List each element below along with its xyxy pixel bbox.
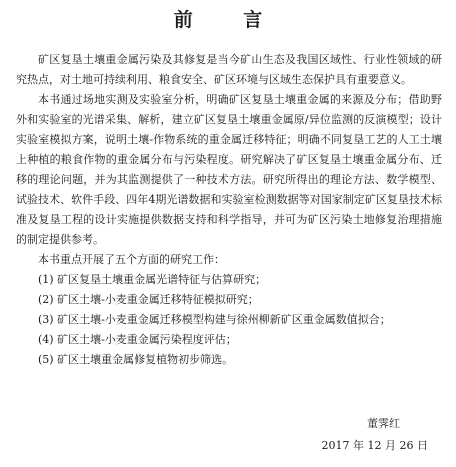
research-list [16,270,442,370]
document-body [16,50,442,370]
paragraph-intro: 矿区复垦土壤重金属污染及其修复是当今矿山生态及我国区域性、行业性领域的研究热点，对土地可持续利用、粮食安全、矿区环境与区域生态保护具有重要意义。 [16,53,442,86]
list-item: (4) 矿区土壤-小麦重金属污染程度评估； [38,333,237,346]
list-item: (2) 矿区土壤-小麦重金属迁移特征模拟研究； [38,293,259,306]
list-item: (1) 矿区复垦土壤重金属光谱特征与估算研究； [38,273,267,286]
list-item: (5) 矿区土壤重金属修复植物初步筛选。 [38,353,234,366]
date: 2017 年 12 月 26 日 [321,439,428,452]
author-signature: 董霁红 [367,417,400,430]
paragraph-content: 本书通过场地实测及实验室分析，明确矿区复垦土壤重金属的来源及分布；借助野外和实验室的光谱采集、解析，建立矿区复垦土壤重金属原/异位监测的反演模型；设计实验室模拟方案，说明土壤-作物系统的重金属迁移特征；明确不同复垦工艺的人工土壤上种植的粮食作物的重金属分布与污染程度。研究解决了矿区复垦土壤重金属分布、迁移的理论问题，并为其监测提供了一种技术方法。研究所得出的理论方法、数学模型、试验技术、软件手段、四年4期光谱数据和实验室检测数据等对国家制定矿区复垦技术标准及复垦工程的设计实施提供数据支持和科学指导，并可为矿区污染土地修复治理措施的制定提供参考。 [16,93,442,246]
page-title: 前 言 [173,9,285,31]
paragraph-focus: 本书重点开展了五个方面的研究工作： [38,253,225,266]
list-item: (3) 矿区土壤-小麦重金属迁移模型构建与徐州柳新矿区重金属数值拟合； [38,313,391,326]
